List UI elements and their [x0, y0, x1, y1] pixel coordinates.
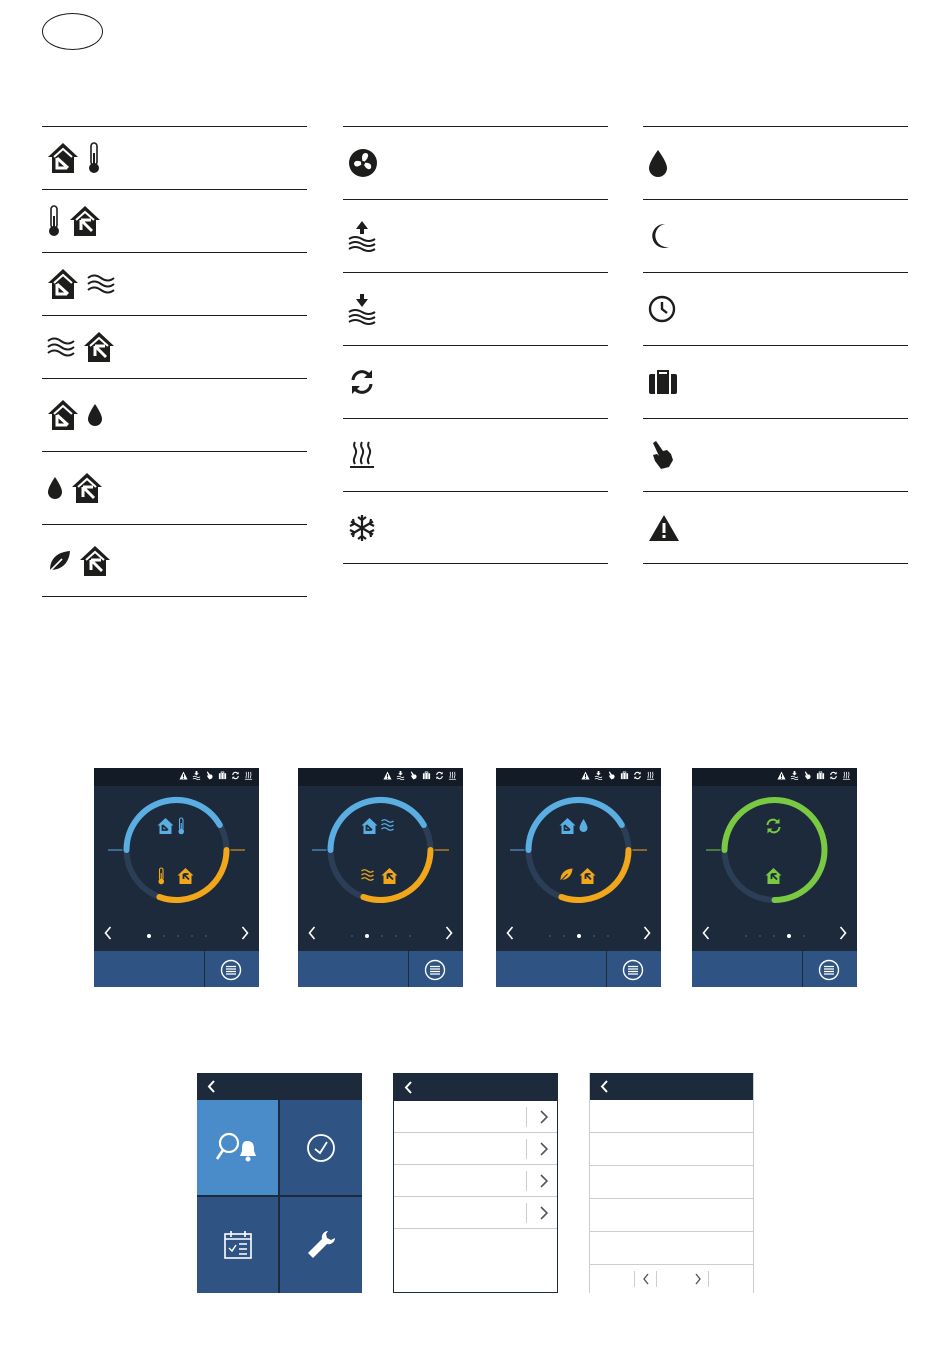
recovery-cycle-icon	[633, 771, 642, 780]
legend-row	[343, 272, 608, 345]
air-waves-icon	[362, 870, 374, 881]
status-icons	[179, 771, 253, 780]
air-waves-icon	[46, 336, 76, 358]
air-waves-icon	[86, 273, 116, 295]
legend-row	[343, 491, 608, 564]
chevron-left-icon[interactable]	[104, 926, 112, 940]
list-item[interactable]	[394, 1165, 557, 1197]
wrench-icon	[304, 1228, 338, 1262]
reduced-airflow-icon	[594, 771, 603, 780]
page-indicator	[351, 935, 411, 938]
legend-row	[643, 491, 908, 564]
legend-row	[42, 378, 307, 451]
legend-row	[42, 189, 307, 252]
page-indicator	[147, 935, 207, 938]
page-indicator-dot	[563, 935, 565, 937]
recovery-cycle-icon	[231, 771, 240, 780]
chevron-right-icon[interactable]	[839, 926, 847, 940]
page-indicator-dot	[177, 935, 179, 937]
back-chevron-icon[interactable]	[207, 1080, 216, 1093]
water-drop-icon	[46, 475, 64, 501]
chevron-right-icon[interactable]	[694, 1273, 702, 1285]
legend-column-2	[343, 126, 608, 564]
hand-pointer-icon	[803, 771, 812, 780]
chevron-left-icon[interactable]	[308, 926, 316, 940]
calendar-icon	[222, 1229, 254, 1261]
house-leaf-icon	[766, 868, 782, 884]
thermometer-icon	[86, 141, 102, 175]
status-bar	[496, 768, 661, 786]
house-inflow-icon	[46, 398, 80, 432]
row-separator	[526, 1107, 527, 1127]
page-indicator-dot	[191, 935, 193, 937]
chevron-left-icon[interactable]	[642, 1273, 650, 1285]
bottom-bar	[496, 951, 661, 987]
chevron-right-icon[interactable]	[445, 926, 453, 940]
setting-row[interactable]	[590, 1100, 753, 1133]
recovery-cycle-icon	[829, 771, 838, 780]
page-indicator-dot	[147, 934, 151, 938]
heater-icon	[842, 771, 851, 780]
heater-icon	[244, 771, 253, 780]
page-indicator-dot	[607, 935, 609, 937]
setting-row[interactable]	[590, 1133, 753, 1166]
house-outflow-icon	[70, 471, 104, 505]
chevron-right-icon	[540, 1110, 548, 1124]
thermometer-icon	[158, 868, 164, 884]
device-screen-temperature	[94, 768, 259, 987]
warning-icon	[179, 771, 188, 780]
reduced-airflow-icon	[790, 771, 799, 780]
legend-row	[343, 418, 608, 491]
chevron-left-icon[interactable]	[702, 926, 710, 940]
suitcase-icon	[422, 771, 431, 780]
status-bar	[94, 768, 259, 786]
boost-airflow-icon	[347, 219, 377, 253]
row-separator	[526, 1139, 527, 1159]
chevron-right-icon	[540, 1206, 548, 1220]
page-indicator-dot	[759, 935, 761, 937]
water-drop-icon	[86, 402, 104, 428]
suitcase-icon	[816, 771, 825, 780]
tile-search-alarm[interactable]	[197, 1100, 278, 1195]
legend-row	[42, 126, 307, 189]
chevron-right-icon[interactable]	[643, 926, 651, 940]
legend-row	[643, 418, 908, 491]
hand-pointer-icon	[409, 771, 418, 780]
fan-icon	[347, 147, 379, 179]
tile-divider	[197, 1195, 362, 1197]
legend-row	[643, 272, 908, 345]
warning-icon	[777, 771, 786, 780]
house-outflow-icon	[580, 868, 596, 884]
snowflake-icon	[347, 513, 377, 543]
status-icons	[777, 771, 851, 780]
suitcase-icon	[647, 368, 679, 396]
tile-clock[interactable]	[280, 1100, 361, 1195]
back-chevron-icon[interactable]	[600, 1080, 609, 1093]
setting-row[interactable]	[590, 1199, 753, 1232]
list-item[interactable]	[394, 1197, 557, 1229]
row-separator	[526, 1171, 527, 1191]
legend-row	[643, 126, 908, 199]
pager-separator	[656, 1271, 657, 1287]
water-drop-icon	[580, 819, 588, 832]
legend-row	[343, 199, 608, 272]
recovery-cycle-icon	[768, 819, 780, 834]
status-icons	[383, 771, 457, 780]
chevron-right-icon	[540, 1174, 548, 1188]
menu-header	[394, 1074, 557, 1101]
hand-pointer-icon	[607, 771, 616, 780]
status-bar	[692, 768, 857, 786]
menu-screen-settings	[589, 1073, 754, 1293]
back-chevron-icon[interactable]	[404, 1081, 413, 1094]
device-screen-flow	[298, 768, 463, 987]
list-item[interactable]	[394, 1133, 557, 1165]
chevron-right-icon	[540, 1142, 548, 1156]
search-alarm-icon	[215, 1131, 261, 1165]
legend-row	[643, 345, 908, 418]
status-ring	[94, 786, 259, 916]
moon-icon	[647, 221, 673, 251]
page-indicator-dot	[381, 935, 383, 937]
hand-pointer-icon	[205, 771, 214, 780]
page-indicator-dot	[549, 935, 551, 937]
house-outflow-icon	[82, 330, 116, 364]
language-badge	[42, 13, 103, 50]
reduced-airflow-icon	[192, 771, 201, 780]
menu-icon[interactable]	[220, 959, 242, 981]
house-inflow-icon	[362, 818, 378, 834]
menu-icon[interactable]	[818, 959, 840, 981]
status-ring	[496, 786, 661, 916]
house-inflow-icon	[560, 818, 576, 834]
recovery-cycle-icon	[435, 771, 444, 780]
warning-icon	[383, 771, 392, 780]
leaf-icon	[46, 548, 72, 574]
legend-row	[42, 315, 307, 378]
suitcase-icon	[620, 771, 629, 780]
bottom-bar-separator	[606, 951, 607, 987]
page-indicator-dot	[577, 934, 581, 938]
status-bar	[298, 768, 463, 786]
legend-row	[343, 345, 608, 418]
page-indicator	[745, 935, 805, 938]
ring-arc-blue	[529, 800, 622, 850]
reduced-airflow-icon	[396, 771, 405, 780]
bottom-bar-separator	[802, 951, 803, 987]
bottom-bar-separator	[408, 951, 409, 987]
page-indicator-dot	[803, 935, 805, 937]
status-ring	[298, 786, 463, 916]
page-indicator-dot	[205, 935, 207, 937]
page-indicator-dot	[745, 935, 747, 937]
pager	[590, 1265, 753, 1293]
ring-arc-blue	[127, 800, 220, 850]
bottom-bar	[692, 951, 857, 987]
clock-icon	[304, 1131, 338, 1165]
reduced-airflow-icon	[347, 292, 377, 326]
page-indicator-dot	[773, 935, 775, 937]
warning-icon	[647, 513, 681, 543]
setting-row[interactable]	[590, 1166, 753, 1199]
menu-header	[197, 1073, 362, 1100]
house-inflow-icon	[46, 267, 80, 301]
humidity-drop-icon	[647, 148, 669, 178]
setting-row[interactable]	[590, 1232, 753, 1265]
pager-separator	[708, 1271, 709, 1287]
suitcase-icon	[218, 771, 227, 780]
menu-icon[interactable]	[424, 959, 446, 981]
page-indicator-dot	[593, 935, 595, 937]
page-indicator-dot	[163, 935, 165, 937]
legend-column-3	[643, 126, 908, 564]
house-inflow-icon	[46, 141, 80, 175]
clock-icon	[647, 294, 677, 324]
legend-row	[42, 451, 307, 524]
page-indicator-dot	[395, 935, 397, 937]
pager-separator	[634, 1271, 635, 1287]
list-item[interactable]	[394, 1101, 557, 1133]
page-indicator-dot	[351, 935, 353, 937]
bottom-bar-separator	[204, 951, 205, 987]
heater-icon	[347, 438, 377, 472]
menu-screen-list	[393, 1073, 558, 1293]
menu-screen-tiles	[197, 1073, 362, 1293]
page-indicator-dot	[409, 935, 411, 937]
legend-row	[643, 199, 908, 272]
tile-calendar[interactable]	[197, 1197, 278, 1292]
page-indicator	[549, 935, 609, 938]
bottom-bar	[94, 951, 259, 987]
chevron-left-icon[interactable]	[506, 926, 514, 940]
thermometer-icon	[178, 818, 184, 834]
device-screen-humidity	[496, 768, 661, 987]
legend-row	[42, 524, 307, 597]
bottom-bar	[298, 951, 463, 987]
device-screen-recovery	[692, 768, 857, 987]
menu-header	[590, 1073, 753, 1100]
house-outflow-icon	[178, 868, 194, 884]
menu-icon[interactable]	[622, 959, 644, 981]
status-icons	[581, 771, 655, 780]
legend-row	[42, 252, 307, 315]
row-separator	[526, 1203, 527, 1223]
legend-column-1	[42, 126, 307, 597]
house-outflow-icon	[78, 544, 112, 578]
air-waves-icon	[382, 820, 394, 831]
recovery-cycle-icon	[347, 367, 377, 397]
heater-icon	[646, 771, 655, 780]
thermometer-icon	[46, 204, 62, 238]
chevron-right-icon[interactable]	[241, 926, 249, 940]
legend-row	[343, 126, 608, 199]
status-ring	[692, 786, 857, 916]
warning-icon	[581, 771, 590, 780]
heater-icon	[448, 771, 457, 780]
leaf-icon	[560, 869, 573, 883]
house-outflow-icon	[382, 868, 398, 884]
ring-arc-blue	[331, 800, 424, 850]
hand-pointer-icon	[647, 439, 677, 471]
house-outflow-icon	[68, 204, 102, 238]
page-indicator-dot	[365, 934, 369, 938]
page-indicator-dot	[787, 934, 791, 938]
house-inflow-icon	[158, 818, 174, 834]
tile-wrench[interactable]	[280, 1197, 361, 1292]
